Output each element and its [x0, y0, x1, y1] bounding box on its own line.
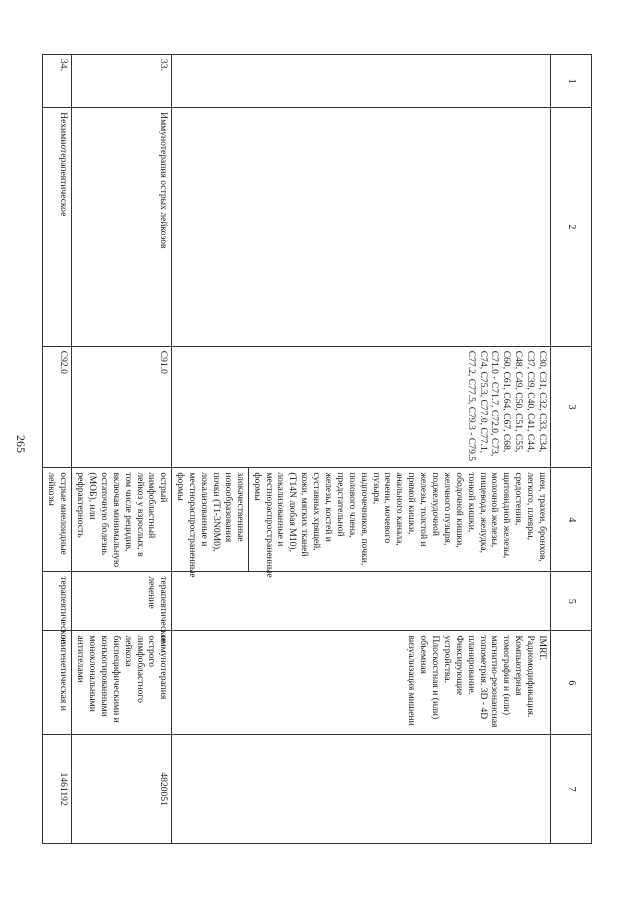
cost-cell: [172, 735, 551, 844]
patient-model-cell: шеи, трахеи, бронхов, легкого, плевры, средостения, щитовидной железы, молочной железы, пищевода, желудка, тонкой кишки, ободочной кишки, желчного пузыря, поджелудочной железы, толстой и прямой кишки, анального канала, печени, мочевого пузыря, надпочечников, почки, полового члена, предстательной железы, костей и суставных хрящей, кожи, мягких тканей (T14N любая M10), локализованные и местнораспространенные формы: [248, 468, 550, 572]
treatment-method-cell: иммунотерапия острого лимфобластного лейкоза биспецифическими и конъюгированными моноклональными антителами: [72, 631, 172, 735]
services-table: [42, 54, 592, 844]
icd-code-cell: C91.0: [72, 346, 172, 468]
table-row-33: [72, 55, 172, 844]
icd-code-cell: C92.0: [43, 346, 72, 468]
treatment-method-cell: IMRT. Радиомодификация. Компьютерная томография и (или) магнитно-резонансная топометрия. 3D - 4D планирование. Фиксирующие устройства. Плоскостная и (или) объемная визуализация мишени: [172, 631, 551, 735]
treatment-type-cell: терапевтическое: [43, 572, 72, 631]
cost-cell: 4820051: [72, 735, 172, 844]
header-cell-6: 6: [551, 631, 592, 735]
header-cell-2: 2: [551, 108, 592, 347]
header-cell-3: 3: [551, 346, 592, 468]
header-cell-1: 1: [551, 55, 592, 108]
patient-model-cell: острые миелоидные лейкозы: [43, 468, 72, 572]
table-row-34: [43, 55, 72, 844]
header-cell-5: 5: [551, 572, 592, 631]
service-name-cell: [172, 108, 551, 347]
header-cell-4: 4: [551, 468, 592, 572]
icd-codes-cell: C30, C31, C32, C33, C34, C37, C39, C40, C41, C44, C48, C49, C50, C51, C55, C60, C61, C64, C67, C68, C71.0 - C71.7, C72.0, C73, C74, C75.3, C77.0, C77.1, C77.2, C77.5, C79.3 - C79.5: [172, 346, 551, 468]
patient-model-cell: злокачественные новообразования почки (T1-3N0M0), локализованные и местнораспространенные формы: [172, 468, 248, 572]
header-cell-7: 7: [551, 735, 592, 844]
row-number-cell: 34.: [43, 55, 72, 108]
service-name-cell: Нехимиотерапевтическое: [43, 108, 72, 347]
rotated-table-frame: [46, 54, 592, 844]
treatment-type-cell: терапевтическое лечение: [72, 572, 172, 631]
service-name-cell: Иммунотерапия острых лейкозов: [72, 108, 172, 347]
row-number-cell: 33.: [72, 55, 172, 108]
table-row-continuation-a: [248, 55, 550, 844]
treatment-method-cell: эпигенетическая и: [43, 631, 72, 735]
patient-model-cell: острый лимфобластный лейкоз у взрослых, в том числе рецидив, включая минимальную остаточную болезнь (МОБ), или рефрактерность: [72, 468, 172, 572]
row-number-cell: [172, 55, 551, 108]
treatment-type-cell: [172, 572, 551, 631]
page-number: 265: [14, 435, 28, 453]
table-header-row: [551, 55, 592, 844]
cost-cell: 1461192: [43, 735, 72, 844]
